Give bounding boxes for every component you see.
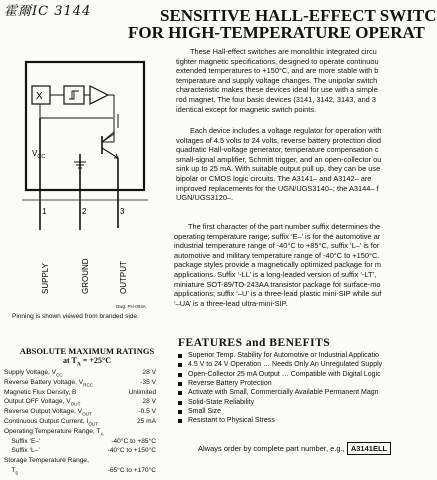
spec-value: -65°C to +170°C	[107, 467, 156, 474]
feature-item	[188, 380, 272, 387]
intro-paragraph: These Hall-effect switches are monolithic integrated circu tighter magnetic specifications, designed to operate continuou extended temperatures to +150°C, and are more stable with b temperature and supply voltage changes. The unipolar switch characteristic makes these devices ideal for use with a simple rod magnet. The four basic devices (3141, 3142, 3143, and 3 identical except for magnetic switch points.	[176, 47, 379, 114]
bullet-icon	[178, 401, 182, 405]
schmitt-trigger-icon	[69, 91, 79, 99]
pin-1-label: SUPPLY	[41, 263, 50, 294]
pin-2-label: GROUND	[81, 258, 90, 294]
bullet-icon	[178, 354, 182, 358]
amplifier-icon	[90, 86, 108, 104]
feature-text: Superior Temp. Stability for Automotive or Industrial Applicatio	[188, 352, 379, 359]
feature-text: Activate with Small, Commercially Available Permanent Magn	[188, 389, 379, 397]
abs-max-subtitle: at $T_A = +25^\circ C$	[63, 356, 111, 368]
feature-text: 4.5 V to 24 V Operation … Needs Only An Unregulated Supply	[188, 361, 383, 369]
spec-value: 25 mA	[136, 418, 156, 425]
features-title: FEATURES and BENEFITS	[178, 337, 331, 349]
spec-row	[4, 467, 156, 475]
feature-item	[188, 352, 379, 359]
spec-row	[4, 457, 156, 465]
suffix-paragraph: The first character of the part number suffix determines the operating temperature range; suffix ‘E–’ is for the automotive ar industrial temperature range of -40°C to +85°C, suffix ‘L–’ is for automotive and military temperature range of -40°C to +150°C. package styles provide a magnetically optimized package for m applications. Suffix ‘-LL’ is a long-leaded version of suffix ‘-LT’, miniature SOT-89/TO-243AA transistor package for surface-mo applications; suffix ‘–U’ is a three-lead plastic mini-SIP while suf ‘–UA’ is a three-lead ultra-mini-SIP.	[174, 222, 382, 308]
handwritten-note: 霍爾IC 3144	[4, 4, 92, 19]
pin-3-label: OUTPUT	[119, 261, 128, 294]
drawing-number: Dwg. PH-003A	[116, 304, 146, 309]
feature-item	[188, 371, 381, 378]
spec-value: 28 V	[142, 398, 156, 406]
part-number-box: A3141ELL	[347, 442, 391, 455]
spec-value: Unlimited	[128, 388, 156, 396]
spec-row	[4, 428, 156, 436]
spec-label-subscript: OUT	[82, 411, 92, 417]
spec-value: -40°C to +85°C	[111, 437, 156, 445]
feature-item	[188, 417, 275, 424]
spec-value: -35 V	[140, 378, 156, 386]
spec-label: Storage Temperature Range,	[4, 457, 89, 465]
abs-max-title: ABSOLUTE MAXIMUM RATINGS	[19, 346, 155, 356]
feature-text: Reverse Battery Protection	[188, 379, 272, 387]
regulator-paragraph: Each device includes a voltage regulator for operation with voltages of 4.5 volts to 24 volts, reverse battery protection diod quadratic Hall-voltage generator, temperature compensation c small-signal amplifier, Schmitt trigger, and an open-collector ou sink up to 25 mA. With suitable output pull up, they can be use bipolar or CMOS logic circuits. The A3141– and A3142– are improved replacements for the UGN/UGS3140–; the A3144– f UGN/UGS3120–.	[176, 126, 382, 203]
feature-item	[188, 361, 382, 368]
feature-item	[188, 399, 254, 406]
pinning-caption: Pinning is shown viewed from branded side.	[12, 313, 139, 320]
spec-value: -0.5 V	[138, 408, 156, 416]
spec-row	[4, 418, 156, 426]
bullet-icon	[178, 363, 182, 367]
feature-text: Resistant to Physical Stress	[188, 417, 275, 425]
feature-text: Solid-State Reliability	[188, 398, 255, 406]
spec-row	[4, 398, 156, 406]
transistor-icon	[102, 132, 118, 158]
spec-label: Magnetic Flux Density, B	[4, 388, 77, 396]
bullet-icon	[178, 391, 182, 395]
spec-row	[4, 389, 156, 397]
spec-row	[4, 369, 156, 377]
pin-3-number: 3	[120, 207, 125, 216]
package-outline	[26, 62, 144, 190]
spec-label-subscript: OUT	[88, 421, 99, 427]
hall-element-label: X	[36, 91, 43, 102]
spec-label: Operating Temperature Range, T	[4, 427, 101, 435]
spec-label: Output OFF Voltage, V	[4, 398, 71, 406]
vcc-label: $V_{CC}$	[32, 149, 46, 160]
order-note: Always order by complete part number, e.g., A3141ELL	[198, 444, 391, 453]
spec-value: -40°C to +150°C	[107, 447, 156, 455]
page-title-line2: FOR HIGH-TEMPERATURE OPERAT	[128, 23, 425, 42]
spec-row	[4, 447, 156, 455]
pinout-diagram	[18, 58, 153, 308]
spec-label-subscript: RCC	[83, 382, 94, 388]
spec-label: Continuous Output Current, I	[4, 418, 89, 425]
feature-item	[188, 408, 221, 415]
bullet-icon	[178, 382, 182, 386]
feature-text: Small Size	[188, 407, 222, 415]
spec-label-subscript: S	[15, 470, 19, 476]
feature-text: Open-Collector 25 mA Output … Compatible with Digital Logic	[188, 370, 381, 378]
spec-label: Supply Voltage, V	[4, 369, 57, 376]
spec-label-subscript: CC	[56, 372, 63, 378]
pin-2-number: 2	[82, 207, 87, 216]
spec-row	[4, 408, 156, 416]
spec-label: Reverse Battery Voltage, V	[4, 378, 84, 386]
bullet-icon	[178, 419, 182, 423]
spec-label: Suffix ‘L–’	[4, 447, 40, 455]
spec-label-subscript: A	[100, 431, 104, 437]
pin-1-number: 1	[42, 207, 47, 216]
spec-value: 28 V	[142, 369, 156, 376]
page-title: SENSITIVE HALL-EFFECT SWITC	[160, 6, 437, 25]
spec-row	[4, 379, 156, 387]
bullet-icon	[178, 373, 182, 377]
spec-label: T	[4, 467, 16, 474]
spec-label: Suffix ‘E–’	[4, 437, 41, 445]
spec-label-subscript: OUT	[70, 401, 81, 407]
bullet-icon	[178, 410, 182, 414]
feature-item	[188, 389, 379, 396]
spec-row	[4, 438, 156, 446]
spec-label: Reverse Output Voltage, V	[4, 408, 83, 416]
